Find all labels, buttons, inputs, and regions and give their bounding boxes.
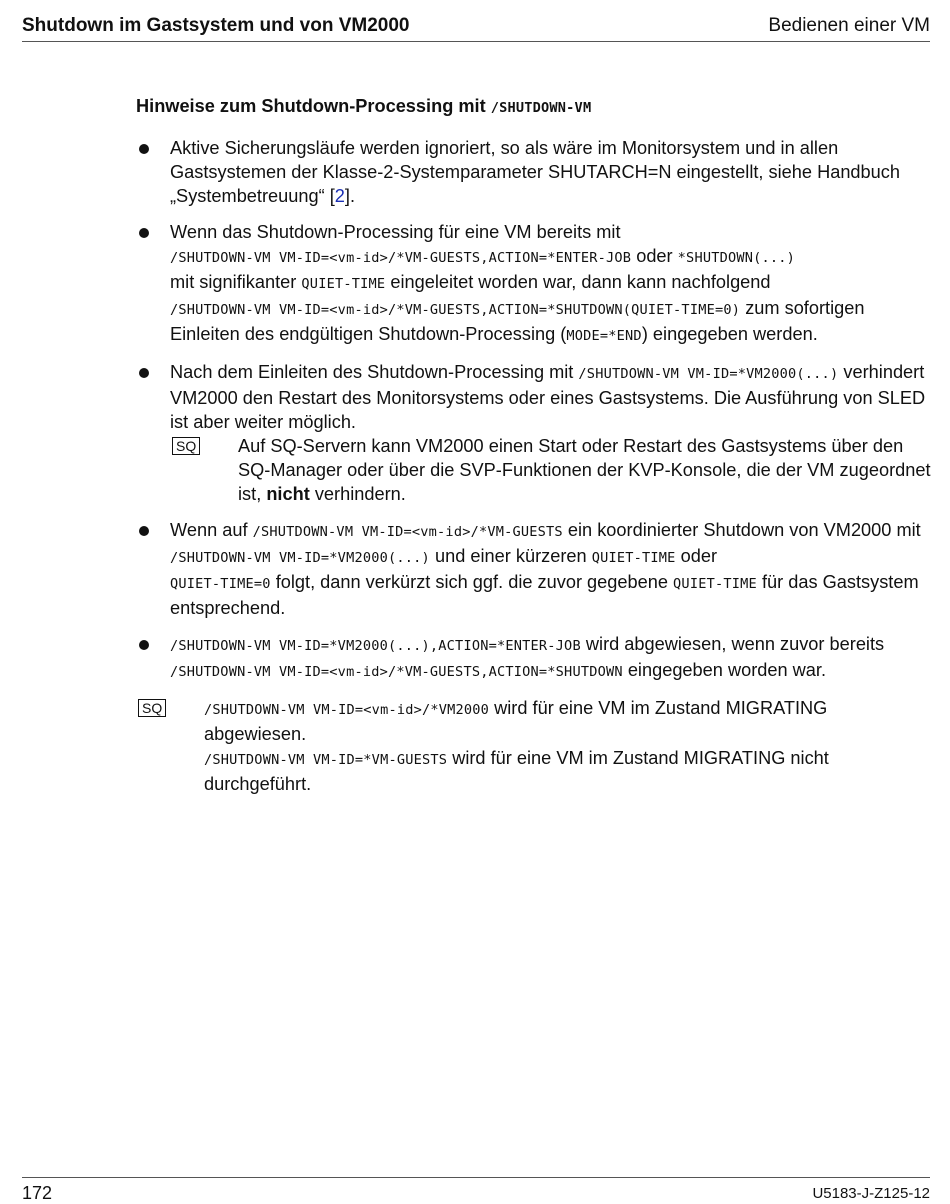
sq-note-text: verhindern. [314,484,406,504]
header-chapter-title: Shutdown im Gastsystem und von VM2000 [22,15,410,36]
section-heading [136,94,931,120]
document-id: U5183-J-Z125-12 [812,1185,930,1202]
page-footer [22,1177,930,1203]
item-text: Nach dem Einleiten des Shutdown-Processing mit [170,362,574,382]
page-header [22,15,930,42]
bullet-icon [139,526,149,536]
sq-marker: SQ [172,437,200,455]
sq-note [136,696,931,796]
item-text: und einer kürzeren [434,546,587,566]
item-text: eingegeben worden war. [627,660,827,680]
section-heading-text: Hinweise zum Shutdown-Processing mit [136,96,486,116]
command-code: *SHUTDOWN(...) [677,250,796,266]
bullet-icon [139,640,149,650]
list-item [136,136,931,208]
item-text: ]. [344,186,356,206]
command-code: QUIET-TIME [301,276,386,292]
header-section-title: Bedienen einer VM [768,15,930,36]
sq-marker: SQ [138,699,166,717]
command-code: /SHUTDOWN-VM VM-ID=*VM2000(...) [170,550,430,566]
command-code: /SHUTDOWN-VM VM-ID=<vm-id>/*VM-GUESTS,ACTION=*ENTER-JOB [170,250,632,266]
command-code: /SHUTDOWN-VM VM-ID=<vm-id>/*VM-GUESTS,ACTION=*SHUTDOWN [170,664,623,680]
command-code: QUIET-TIME [591,550,676,566]
item-text: verhindert VM2000 den Restart des Monitorsystems oder eines Gastsystems. Die Ausführung von SLED ist aber weiter möglich. [170,362,926,432]
command-code: /SHUTDOWN-VM VM-ID=<vm-id>/*VM2000 [204,702,490,718]
item-text: oder [636,246,673,266]
command-code: /SHUTDOWN-VM VM-ID=*VM-GUESTS [204,752,448,768]
command-code: /SHUTDOWN-VM VM-ID=<vm-id>/*VM-GUESTS [252,524,563,540]
item-text: für das Gastsystem entsprechend. [170,572,919,618]
bullet-icon [139,368,149,378]
command-code: /SHUTDOWN-VM VM-ID=<vm-id>/*VM-GUESTS,ACTION=*SHUTDOWN(QUIET-TIME=0) [170,302,741,318]
sq-subnote [170,434,931,506]
page-number: 172 [22,1183,53,1203]
section-heading-command: /SHUTDOWN-VM [490,100,592,116]
item-text: ) eingegeben werden. [641,324,818,344]
list-item [136,518,931,620]
item-text: ein koordinierter Shutdown von VM2000 mit [567,520,921,540]
list-item [136,632,931,684]
item-text: Wenn auf [170,520,248,540]
command-code: MODE=*END [566,328,642,344]
bullet-icon [139,144,149,154]
item-text: mit signifikanter [170,272,297,292]
item-text: wird abgewiesen, wenn zuvor bereits [585,634,885,654]
reference-link[interactable]: 2 [334,186,345,206]
item-text: eingeleitet worden war, dann kann nachfolgend [390,272,771,292]
bullet-icon [139,228,149,238]
item-text: Wenn das Shutdown-Processing für eine VM bereits mit [170,222,621,242]
sq-note-text: wird für eine VM im Zustand MIGRATING abgewiesen. [204,698,828,744]
command-code: QUIET-TIME [673,576,757,592]
item-text: Aktive Sicherungsläufe werden ignoriert, so als wäre im Monitorsystem und in allen Gastsystemen der Klasse-2-Systemparameter SHUTARCH=N eingestellt, siehe Handbuch „Systembetreuung“ [ [170,138,900,206]
command-code: QUIET-TIME=0 [170,576,271,592]
sq-note-emphasis: nicht [266,484,310,504]
command-code: /SHUTDOWN-VM VM-ID=*VM2000(...),ACTION=*ENTER-JOB [170,638,581,654]
command-code: /SHUTDOWN-VM VM-ID=*VM2000(...) [578,366,839,382]
item-text: folgt, dann verkürzt sich ggf. die zuvor gegebene [275,572,668,592]
item-text: oder [680,546,718,566]
sq-note-text: wird für eine VM im Zustand MIGRATING nicht durchgeführt. [204,748,829,794]
list-item [136,220,931,348]
item-text: zum sofortigen Einleiten des endgültigen Shutdown-Processing ( [170,298,865,344]
main-content [136,94,931,796]
sq-note-text: Auf SQ-Servern kann VM2000 einen Start oder Restart des Gastsystems über den SQ-Manager oder über die SVP-Funktionen der KVP-Konsole, die der VM zugeordnet ist, [238,436,931,504]
list-item [136,360,931,506]
